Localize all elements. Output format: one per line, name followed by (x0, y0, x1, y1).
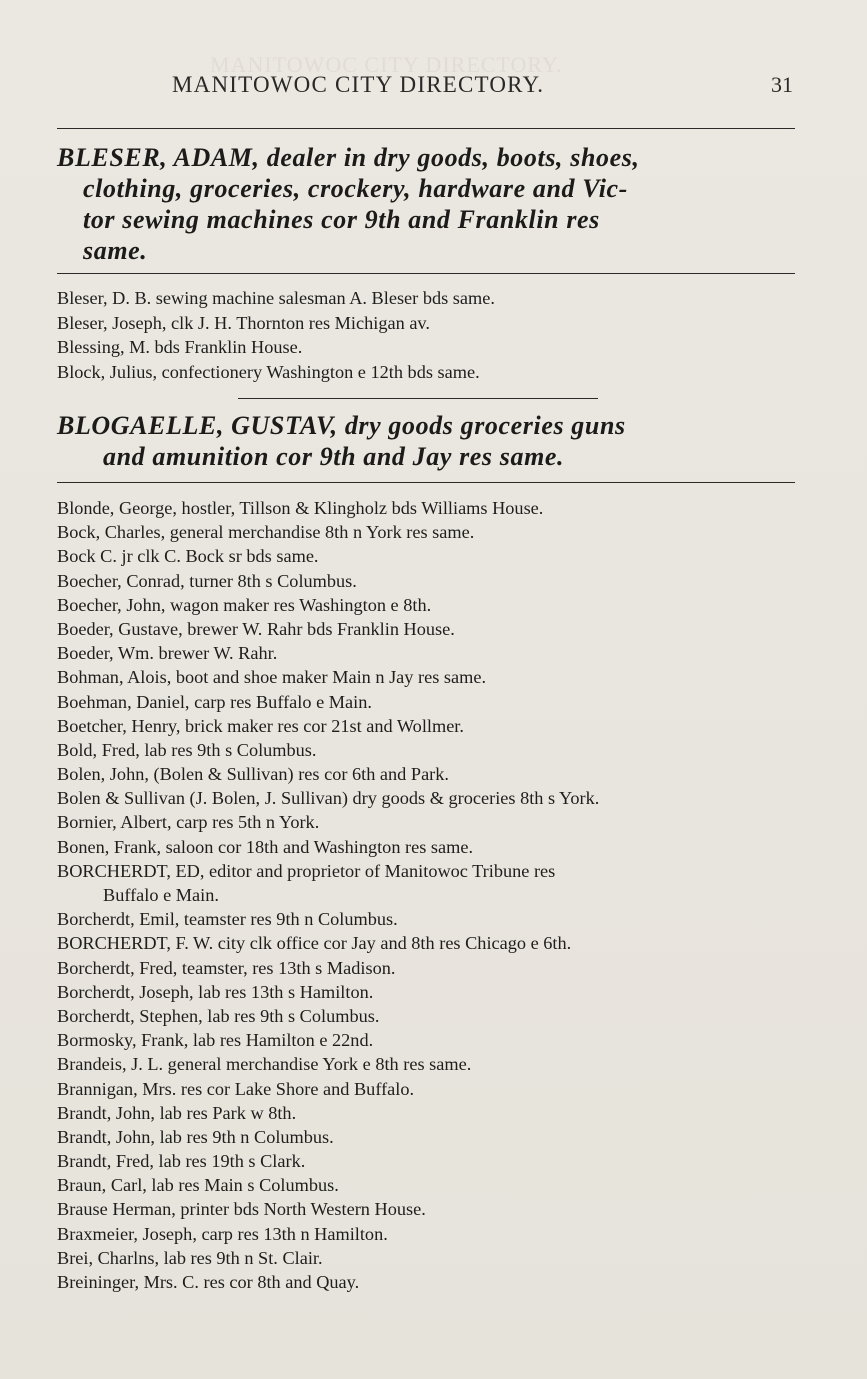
page-number: 31 (771, 72, 793, 97)
list-item: Bonen, Frank, saloon cor 18th and Washington res same. (57, 836, 474, 857)
feature-line: tor sewing machines cor 9th and Franklin res (83, 205, 600, 234)
list-item: Bolen & Sullivan (J. Bolen, J. Sullivan) dry goods & groceries 8th s York. (57, 788, 600, 809)
list-item: BORCHERDT, ED, editor and proprietor of Manitowoc Tribune res (57, 860, 556, 881)
list-item: Bold, Fred, lab res 9th s Columbus. (57, 739, 317, 760)
list-item: Boeder, Wm. brewer W. Rahr. (57, 643, 278, 664)
list-item: Borcherdt, Emil, teamster res 9th n Columbus. (57, 909, 398, 930)
list-item: Bohman, Alois, boot and shoe maker Main n Jay res same. (57, 667, 487, 688)
list-item: Borcherdt, Stephen, lab res 9th s Columbus. (57, 1005, 380, 1026)
list-item: Bleser, D. B. sewing machine salesman A. Bleser bds same. (57, 288, 495, 308)
list-item: Brandt, John, lab res Park w 8th. (57, 1102, 297, 1123)
list-item: Boetcher, Henry, brick maker res cor 21st and Wollmer. (57, 715, 464, 736)
list-item: Brannigan, Mrs. res cor Lake Shore and Buffalo. (57, 1078, 415, 1099)
running-header-title: MANITOWOC CITY DIRECTORY. (172, 72, 545, 97)
list-item: Boecher, Conrad, turner 8th s Columbus. (57, 570, 357, 591)
list-item: Borcherdt, Joseph, lab res 13th s Hamilton. (57, 981, 374, 1002)
list-item-continuation: Buffalo e Main. (103, 885, 219, 905)
feature-line: and amunition cor 9th and Jay res same. (103, 442, 565, 471)
list-item: Brause Herman, printer bds North Western House. (57, 1199, 426, 1220)
section-rule (238, 398, 598, 399)
list-item: Bock C. jr clk C. Bock sr bds same. (57, 546, 319, 567)
list-item: Braun, Carl, lab res Main s Columbus. (57, 1175, 339, 1196)
list-item: Boeder, Gustave, brewer W. Rahr bds Franklin House. (57, 618, 455, 639)
list-item: Bornier, Albert, carp res 5th n York. (57, 812, 320, 833)
list-item: Brandeis, J. L. general merchandise York e 8th res same. (57, 1054, 472, 1075)
list-item: Borcherdt, Fred, teamster, res 13th s Madison. (57, 957, 396, 978)
list-item: Block, Julius, confectionery Washington e 12th bds same. (57, 361, 480, 382)
bleed-through-text: MANITOWOC CITY DIRECTORY. (210, 52, 563, 77)
list-item: Bormosky, Frank, lab res Hamilton e 22nd. (57, 1030, 374, 1051)
list-item: Bolen, John, (Bolen & Sullivan) res cor 6th and Park. (57, 764, 449, 785)
header-rule (57, 128, 795, 129)
feature-entry-blogaelle-gustav (57, 410, 807, 472)
list-item: Boehman, Daniel, carp res Buffalo e Main. (57, 691, 372, 712)
list-item: Boecher, John, wagon maker res Washington e 8th. (57, 594, 432, 615)
list-item: Breininger, Mrs. C. res cor 8th and Quay. (57, 1272, 360, 1292)
feature-line: BLESER, ADAM, dealer in dry goods, boots, shoes, (57, 143, 640, 172)
list-item: Braxmeier, Joseph, carp res 13th n Hamilton. (57, 1223, 388, 1244)
list-item: Blonde, George, hostler, Tillson & Klingholz bds Williams House. (57, 498, 544, 518)
entry-list-2 (57, 496, 817, 1294)
section-rule (57, 482, 795, 483)
list-item: Brandt, John, lab res 9th n Columbus. (57, 1126, 334, 1147)
feature-line: BLOGAELLE, GUSTAV, dry goods groceries guns (57, 411, 626, 440)
feature-line: same. (83, 236, 148, 265)
list-item: Bleser, Joseph, clk J. H. Thornton res Michigan av. (57, 312, 430, 333)
feature-line: clothing, groceries, crockery, hardware and Vic- (83, 174, 628, 203)
list-item: Brei, Charlns, lab res 9th n St. Clair. (57, 1247, 323, 1268)
entry-list-1 (57, 286, 817, 384)
feature-entry-bleser-adam (57, 142, 807, 266)
section-rule (57, 273, 795, 274)
list-item: Blessing, M. bds Franklin House. (57, 337, 303, 358)
list-item: Brandt, Fred, lab res 19th s Clark. (57, 1151, 306, 1172)
list-item: Bock, Charles, general merchandise 8th n York res same. (57, 522, 475, 543)
list-item: BORCHERDT, F. W. city clk office cor Jay and 8th res Chicago e 6th. (57, 933, 572, 954)
